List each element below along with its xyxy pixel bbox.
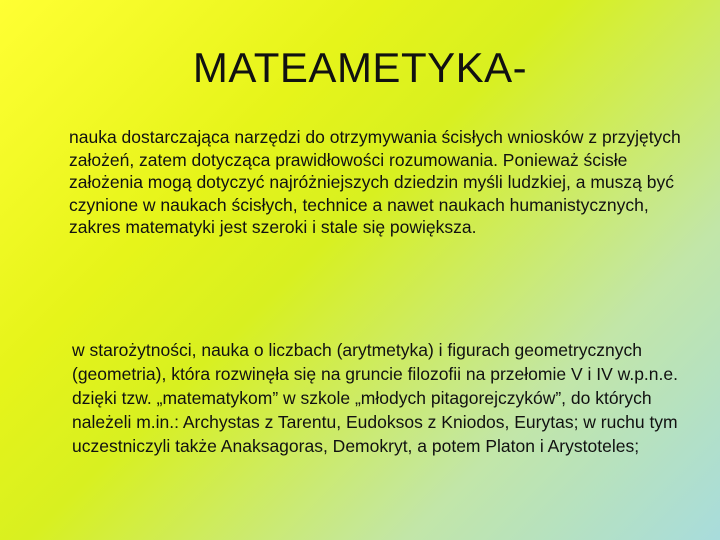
slide-title: MATEAMETYKA-: [192, 44, 528, 91]
history-paragraph: w starożytności, nauka o liczbach (arytmetyka) i figurach geometrycznych (geometria), która rozwinęła się na gruncie filozofii na przełomie V i IV w.p.n.e. dzięki tzw. „matematykom” w szkole „młodych pitagorejczyków”, do których należeli m.in.: Archystas z Tarentu, Eudoksos z Kniodos, Eurytas; w ruchu tym uczestniczyli także Anaksagoras, Demokryt, a potem Platon i Arystoteles;: [72, 340, 678, 456]
definition-paragraph: nauka dostarczająca narzędzi do otrzymywania ścisłych wniosków z przyjętych założeń, zatem dotycząca prawidłowości rozumowania. Ponieważ ścisłe założenia mogą dotyczyć najróżniejszych dziedzin myśli ludzkiej, a muszą być czynione w naukach ścisłych, technice a nawet naukach humanistycznych, zakres matematyki jest szeroki i stale się powiększa.: [69, 127, 681, 237]
